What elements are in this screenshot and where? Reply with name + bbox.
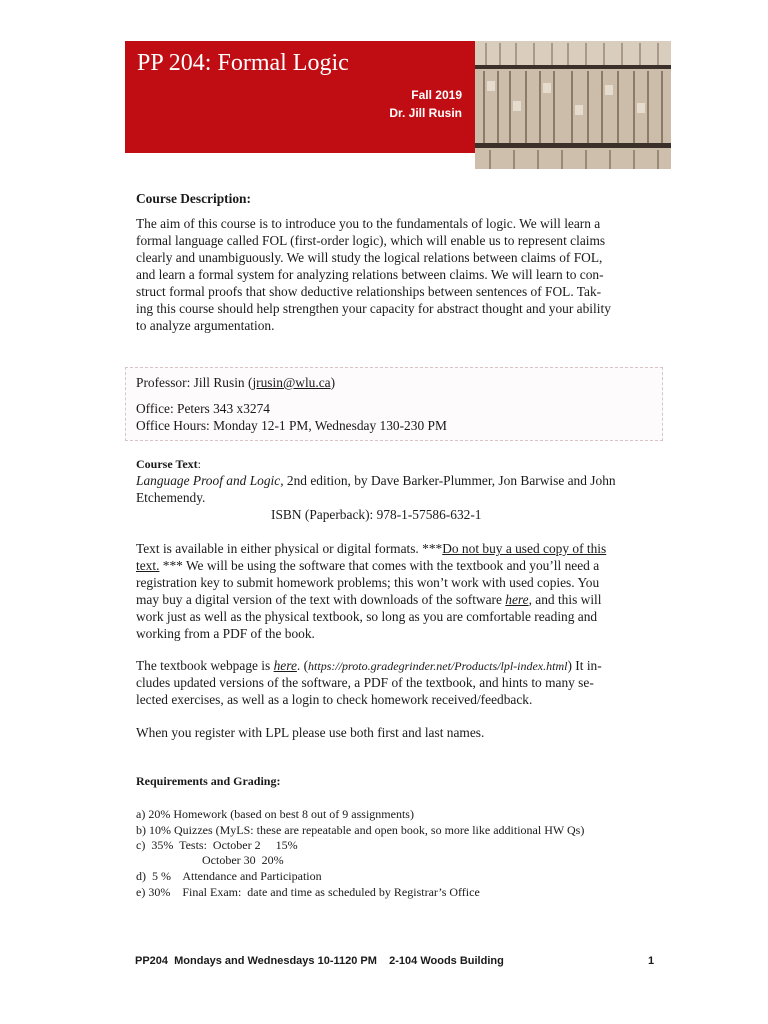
- course-text-heading-colon: :: [197, 457, 202, 471]
- textbook-url-link[interactable]: https://proto.gradegrinder.net/Products/lpl-index.html: [308, 659, 568, 673]
- page-footer: PP204 Mondays and Wednesdays 10-1120 PM 2-104 Woods Building: [135, 955, 504, 967]
- availability-line: [136, 591, 601, 608]
- description-line: clearly and unambiguously. We will study the logical relations between claims of FOL,: [136, 250, 603, 265]
- grading-heading: Requirements and Grading:: [136, 774, 281, 788]
- availability-text: may buy a digital version of the text with downloads of the software: [136, 592, 506, 607]
- page-number: 1: [648, 955, 655, 967]
- availability-line: [136, 540, 606, 557]
- webpage-line: [136, 657, 602, 675]
- description-line: The aim of this course is to introduce you to the fundamentals of logic. We will learn a: [136, 216, 601, 231]
- register-note: When you register with LPL please use both first and last names.: [136, 725, 485, 740]
- availability-line: work just as well as the physical textbook, so long as you are comfortable reading and: [136, 609, 598, 624]
- grading-item: d) 5 % Attendance and Participation: [136, 869, 322, 883]
- professor-suffix: ): [330, 375, 336, 390]
- course-description-text: [136, 215, 656, 334]
- office-line: Office: Peters 343 x3274: [136, 401, 271, 416]
- book-details: , 2nd edition, by Dave Barker-Plummer, Jon Barwise and John: [280, 473, 616, 488]
- warning-text: Do not buy a used copy of this: [442, 541, 607, 556]
- course-title: PP 204: Formal Logic: [137, 50, 349, 76]
- warning-text: text.: [136, 558, 160, 573]
- course-text-heading: [136, 457, 201, 472]
- book-title: Language Proof and Logic: [136, 473, 281, 488]
- description-line: to analyze argumentation.: [136, 318, 275, 333]
- software-download-link[interactable]: here: [505, 592, 529, 607]
- webpage-text: The textbook webpage is: [136, 658, 274, 673]
- webpage-line: cludes updated versions of the software, a PDF of the textbook, and hints to many se-: [136, 675, 594, 690]
- grading-item: c) 35% Tests: October 2 15%: [136, 838, 298, 852]
- description-line: ing this course should help strengthen your capacity for abstract thought and your ability: [136, 301, 611, 316]
- professor-line: [136, 374, 335, 391]
- book-citation: [136, 472, 616, 489]
- description-line: formal language called FOL (first-order logic), which will enable us to represent claims: [136, 233, 606, 248]
- availability-line: [136, 557, 599, 574]
- instructor-label: Dr. Jill Rusin: [389, 106, 462, 120]
- availability-text: *** We will be using the software that comes with the textbook and you’ll need a: [159, 558, 600, 573]
- book-authors-cont: Etchemendy.: [136, 490, 206, 505]
- grading-item: October 30 20%: [136, 853, 284, 867]
- grading-item: e) 30% Final Exam: date and time as scheduled by Registrar’s Office: [136, 885, 480, 899]
- course-description-heading: Course Description:: [136, 191, 251, 206]
- course-text-heading-label: Course Text: [136, 457, 198, 471]
- term-label: Fall 2019: [411, 88, 462, 102]
- isbn: ISBN (Paperback): 978-1-57586-632-1: [271, 507, 482, 522]
- availability-text: , and this will: [528, 592, 602, 607]
- office-hours-line: Office Hours: Monday 12-1 PM, Wednesday 130-230 PM: [136, 418, 447, 433]
- webpage-text: ) It in-: [567, 658, 602, 673]
- bookshelf-photo: [475, 41, 671, 169]
- professor-label: Professor: Jill Rusin (: [136, 375, 253, 390]
- webpage-text: . (: [296, 658, 309, 673]
- availability-line: registration key to submit homework problems; this won’t work with used copies. You: [136, 575, 600, 590]
- grading-item: b) 10% Quizzes (MyLS: these are repeatable and open book, so more like additional HW Qs): [136, 823, 585, 837]
- availability-text: Text is available in either physical or digital formats. ***: [136, 541, 443, 556]
- description-line: struct formal proofs that show deductive relationships between sentences of FOL. Tak-: [136, 284, 602, 299]
- availability-line: working from a PDF of the book.: [136, 626, 315, 641]
- webpage-line: lected exercises, as well as a login to check homework received/feedback.: [136, 692, 533, 707]
- textbook-webpage-link[interactable]: here: [273, 658, 297, 673]
- description-line: and learn a formal system for analyzing relations between claims. We will learn to con-: [136, 267, 604, 282]
- email-link[interactable]: jrusin@wlu.ca: [252, 375, 331, 390]
- grading-item: a) 20% Homework (based on best 8 out of 9 assignments): [136, 807, 414, 821]
